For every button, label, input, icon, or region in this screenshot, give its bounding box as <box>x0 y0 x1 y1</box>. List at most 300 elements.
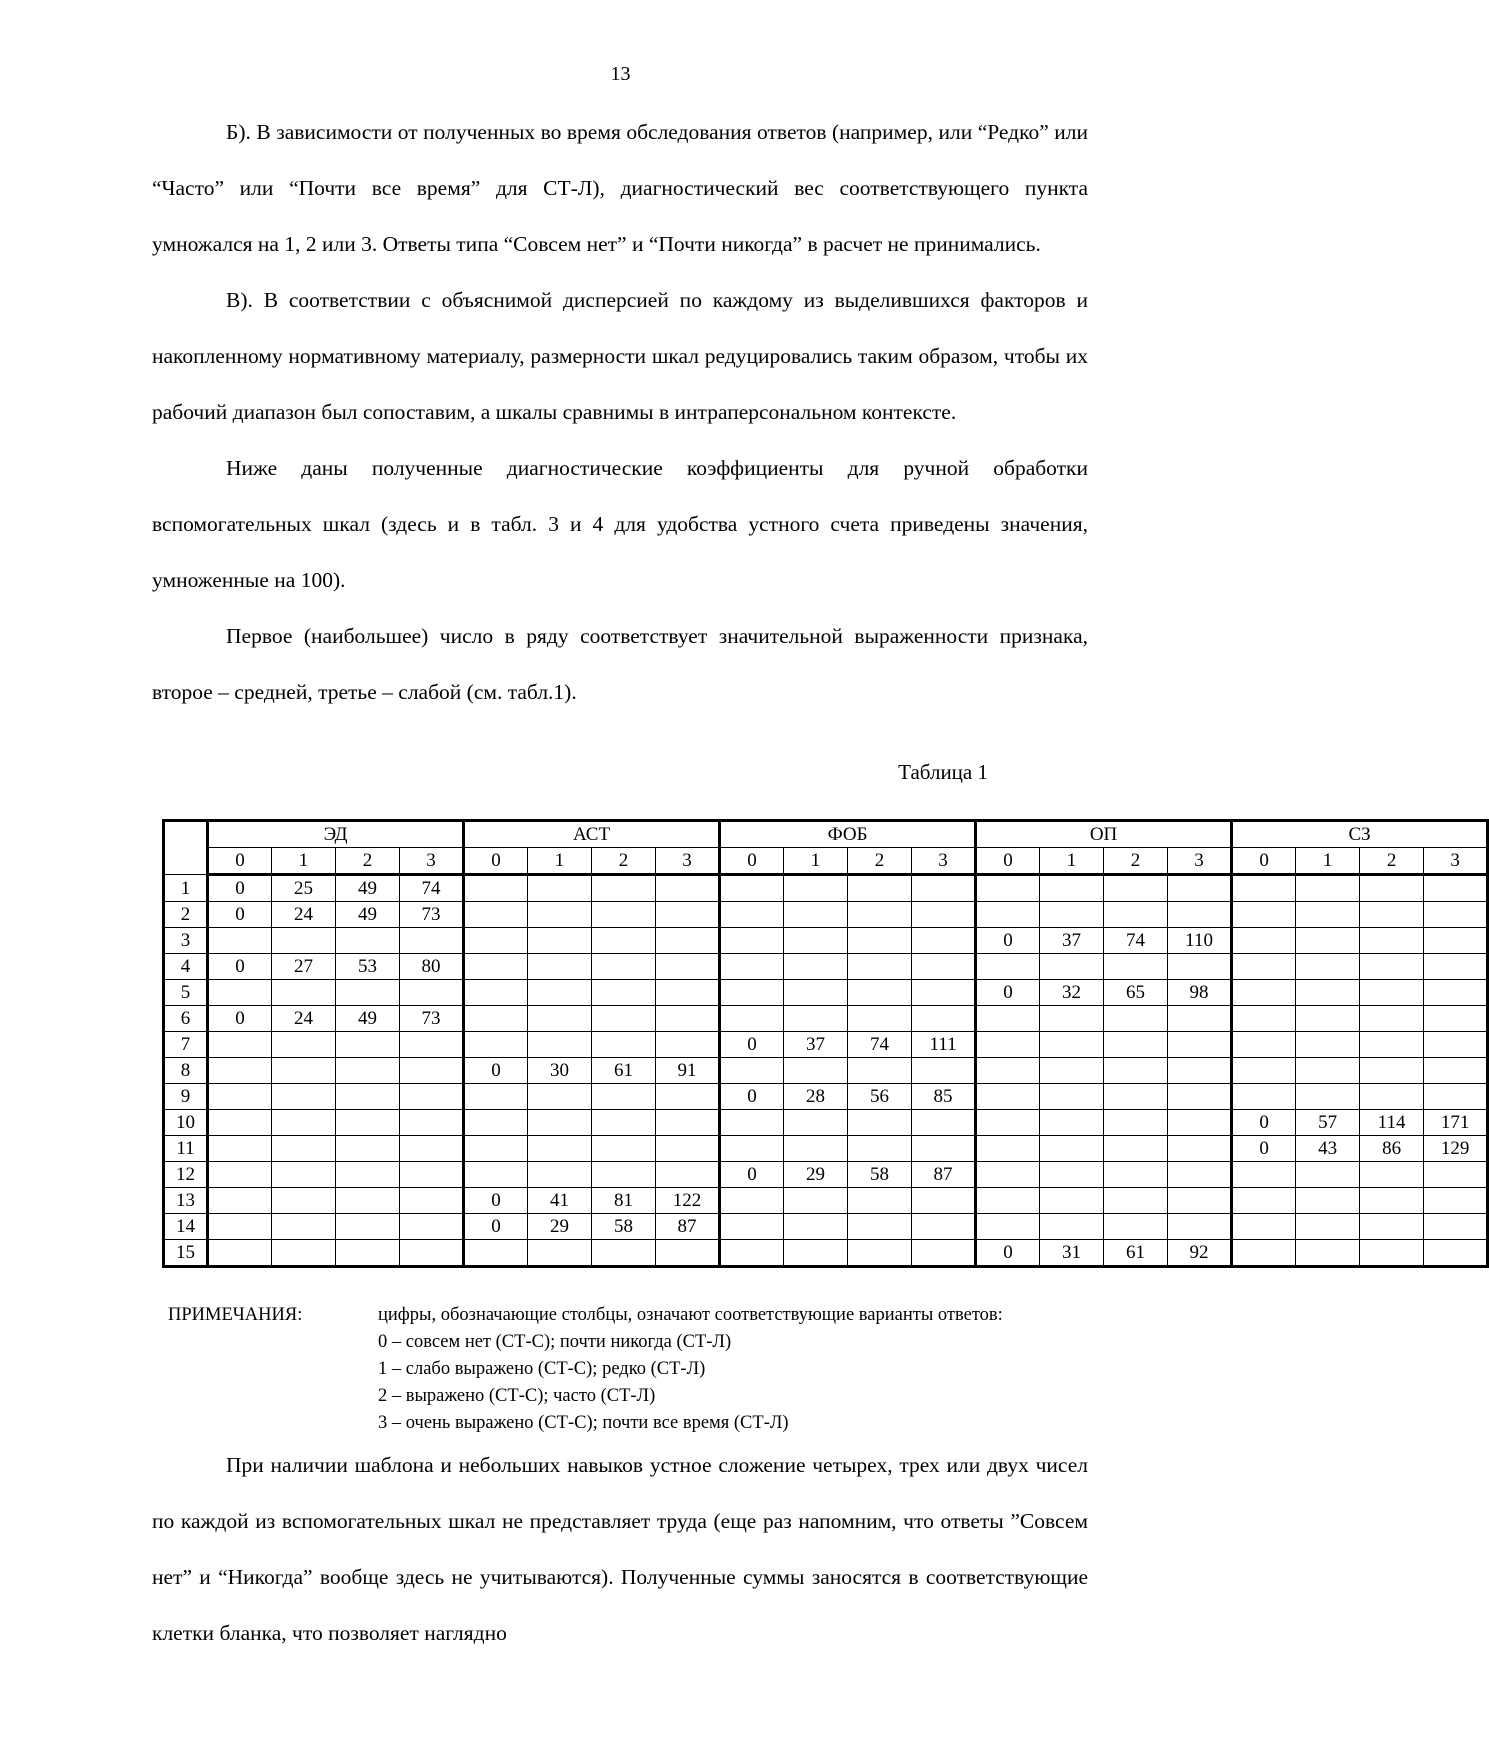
cell-sz-1 <box>1296 980 1360 1006</box>
cell-sz-3 <box>1424 1058 1488 1084</box>
cell-ast-0 <box>464 1110 528 1136</box>
cell-ast-3 <box>656 954 720 980</box>
cell-ed-3 <box>400 1240 464 1267</box>
cell-ed-1 <box>272 1136 336 1162</box>
cell-ed-0: 0 <box>208 902 272 928</box>
cell-ed-3: 73 <box>400 902 464 928</box>
cell-sz-2 <box>1360 980 1424 1006</box>
cell-sz-3 <box>1424 1188 1488 1214</box>
cell-sz-1 <box>1296 1084 1360 1110</box>
cell-ed-0: 0 <box>208 875 272 902</box>
cell-fob-1 <box>784 1188 848 1214</box>
table-row <box>164 954 1488 980</box>
cell-ast-1 <box>528 1240 592 1267</box>
subheader-sz-3: 3 <box>1424 848 1488 875</box>
cell-ed-0 <box>208 1240 272 1267</box>
notes-line: 1 – слабо выражено (СТ-С); редко (СТ-Л) <box>378 1359 706 1379</box>
cell-fob-3 <box>912 1188 976 1214</box>
cell-fob-1 <box>784 1240 848 1267</box>
subheader-ed-3: 3 <box>400 848 464 875</box>
cell-sz-1 <box>1296 1058 1360 1084</box>
cell-fob-1 <box>784 1214 848 1240</box>
cell-ast-2 <box>592 1162 656 1188</box>
row-index-cell: 12 <box>164 1162 208 1188</box>
cell-op-1 <box>1040 1136 1104 1162</box>
cell-op-2 <box>1104 954 1168 980</box>
cell-fob-0 <box>720 902 784 928</box>
cell-sz-1 <box>1296 1162 1360 1188</box>
cell-fob-2 <box>848 1110 912 1136</box>
cell-fob-2 <box>848 1058 912 1084</box>
cell-op-0: 0 <box>976 1240 1040 1267</box>
cell-ast-2 <box>592 1084 656 1110</box>
cell-ed-0 <box>208 1136 272 1162</box>
cell-sz-2: 114 <box>1360 1110 1424 1136</box>
cell-ast-2 <box>592 1240 656 1267</box>
cell-ast-0 <box>464 954 528 980</box>
cell-fob-2 <box>848 980 912 1006</box>
cell-op-0 <box>976 1214 1040 1240</box>
notes-block <box>168 1302 1088 1437</box>
cell-ast-2 <box>592 1136 656 1162</box>
cell-ed-3 <box>400 1032 464 1058</box>
cell-ed-0 <box>208 1032 272 1058</box>
cell-ed-2 <box>336 1084 400 1110</box>
cell-sz-3 <box>1424 902 1488 928</box>
cell-ast-0 <box>464 902 528 928</box>
cell-ast-0 <box>464 1240 528 1267</box>
cell-fob-0 <box>720 875 784 902</box>
subheader-op-1: 1 <box>1040 848 1104 875</box>
table-row <box>164 1214 1488 1240</box>
cell-op-0 <box>976 1136 1040 1162</box>
cell-ast-0: 0 <box>464 1058 528 1084</box>
row-index-cell: 10 <box>164 1110 208 1136</box>
cell-fob-1 <box>784 980 848 1006</box>
cell-ast-1 <box>528 928 592 954</box>
cell-ast-1 <box>528 875 592 902</box>
cell-op-0 <box>976 1058 1040 1084</box>
cell-op-1 <box>1040 954 1104 980</box>
cell-ed-1: 24 <box>272 902 336 928</box>
cell-op-3 <box>1168 1032 1232 1058</box>
cell-ast-2 <box>592 1110 656 1136</box>
cell-op-2 <box>1104 875 1168 902</box>
cell-op-2 <box>1104 1006 1168 1032</box>
cell-op-2: 61 <box>1104 1240 1168 1267</box>
cell-sz-2 <box>1360 1084 1424 1110</box>
cell-ed-3 <box>400 1058 464 1084</box>
subheader-ast-3: 3 <box>656 848 720 875</box>
cell-op-3: 92 <box>1168 1240 1232 1267</box>
group-header-op: ОП <box>976 821 1232 848</box>
subheader-fob-1: 1 <box>784 848 848 875</box>
notes-line: 2 – выражено (СТ-С); часто (СТ-Л) <box>378 1386 656 1406</box>
cell-ed-3 <box>400 1084 464 1110</box>
cell-ast-1 <box>528 1006 592 1032</box>
cell-fob-0: 0 <box>720 1084 784 1110</box>
cell-op-0: 0 <box>976 928 1040 954</box>
cell-sz-3 <box>1424 1240 1488 1267</box>
subheader-ed-1: 1 <box>272 848 336 875</box>
paragraph-first-number: Первое (наибольшее) число в ряду соответствует значительной выраженности признака, второе – средней, третье – слабой (см. табл.1). <box>152 624 1088 704</box>
cell-ast-0 <box>464 980 528 1006</box>
cell-fob-3: 111 <box>912 1032 976 1058</box>
cell-sz-0 <box>1232 980 1296 1006</box>
cell-ast-3: 91 <box>656 1058 720 1084</box>
cell-ed-1 <box>272 1032 336 1058</box>
cell-ast-3 <box>656 1006 720 1032</box>
cell-ast-2 <box>592 928 656 954</box>
cell-sz-2 <box>1360 875 1424 902</box>
cell-fob-1 <box>784 875 848 902</box>
cell-sz-3 <box>1424 954 1488 980</box>
cell-fob-3 <box>912 954 976 980</box>
cell-op-2 <box>1104 1084 1168 1110</box>
cell-ed-1 <box>272 1058 336 1084</box>
cell-fob-0 <box>720 928 784 954</box>
table-row <box>164 1136 1488 1162</box>
cell-op-3 <box>1168 1136 1232 1162</box>
table-subheader-row <box>164 848 1488 875</box>
cell-sz-3 <box>1424 1214 1488 1240</box>
cell-sz-0 <box>1232 875 1296 902</box>
cell-fob-3 <box>912 1110 976 1136</box>
cell-sz-1: 43 <box>1296 1136 1360 1162</box>
cell-op-1 <box>1040 1110 1104 1136</box>
cell-ast-3 <box>656 902 720 928</box>
cell-op-2 <box>1104 1162 1168 1188</box>
cell-ast-3 <box>656 1136 720 1162</box>
cell-fob-2: 56 <box>848 1084 912 1110</box>
table-row <box>164 1032 1488 1058</box>
cell-sz-1 <box>1296 928 1360 954</box>
cell-sz-2 <box>1360 902 1424 928</box>
cell-fob-3 <box>912 1136 976 1162</box>
cell-op-1 <box>1040 875 1104 902</box>
group-header-ed: ЭД <box>208 821 464 848</box>
cell-sz-1 <box>1296 1214 1360 1240</box>
cell-ast-2 <box>592 875 656 902</box>
cell-op-2 <box>1104 1032 1168 1058</box>
cell-ed-2 <box>336 980 400 1006</box>
cell-ed-1 <box>272 928 336 954</box>
cell-fob-2: 58 <box>848 1162 912 1188</box>
cell-sz-1 <box>1296 902 1360 928</box>
cell-fob-1 <box>784 954 848 980</box>
cell-fob-2 <box>848 954 912 980</box>
cell-ed-2 <box>336 1110 400 1136</box>
cell-op-2: 65 <box>1104 980 1168 1006</box>
cell-sz-0 <box>1232 1032 1296 1058</box>
cell-ed-0: 0 <box>208 954 272 980</box>
cell-op-0 <box>976 875 1040 902</box>
cell-fob-0 <box>720 1214 784 1240</box>
cell-ast-0 <box>464 1006 528 1032</box>
cell-ast-3 <box>656 1032 720 1058</box>
row-index-cell: 2 <box>164 902 208 928</box>
row-index-cell: 15 <box>164 1240 208 1267</box>
cell-ast-3 <box>656 928 720 954</box>
cell-ed-2 <box>336 1136 400 1162</box>
cell-ed-2: 49 <box>336 1006 400 1032</box>
cell-ed-0 <box>208 1058 272 1084</box>
cell-op-3 <box>1168 1110 1232 1136</box>
cell-op-3 <box>1168 902 1232 928</box>
row-index-cell: 3 <box>164 928 208 954</box>
cell-fob-0 <box>720 1240 784 1267</box>
cell-sz-3: 129 <box>1424 1136 1488 1162</box>
subheader-fob-2: 2 <box>848 848 912 875</box>
cell-ed-3 <box>400 1136 464 1162</box>
cell-ed-0 <box>208 1214 272 1240</box>
cell-fob-2 <box>848 875 912 902</box>
subheader-ast-0: 0 <box>464 848 528 875</box>
cell-op-1: 32 <box>1040 980 1104 1006</box>
cell-ed-2 <box>336 1188 400 1214</box>
cell-fob-0 <box>720 1136 784 1162</box>
cell-ed-3: 80 <box>400 954 464 980</box>
document-body <box>152 104 1470 1661</box>
cell-ast-3: 87 <box>656 1214 720 1240</box>
cell-ast-2 <box>592 1032 656 1058</box>
paragraph-v: В). В соответствии с объяснимой дисперсией по каждому из выделившихся факторов и накопленному нормативному материалу, размерности шкал редуцировались таким образом, чтобы их рабочий диапазон был сопоставим, а шкалы сравнимы в интраперсональном контексте. <box>152 288 1088 424</box>
notes-line: 0 – совсем нет (СТ-С); почти никогда (СТ-Л) <box>378 1332 732 1352</box>
cell-op-0 <box>976 902 1040 928</box>
paragraph-coefficients: Ниже даны полученные диагностические коэффициенты для ручной обработки вспомогательных шкал (здесь и в табл. 3 и 4 для удобства устного счета приведены значения, умноженные на 100). <box>152 456 1088 592</box>
cell-ast-1 <box>528 980 592 1006</box>
cell-ed-3 <box>400 1110 464 1136</box>
cell-sz-2: 86 <box>1360 1136 1424 1162</box>
cell-op-0 <box>976 1084 1040 1110</box>
group-header-ast: АСТ <box>464 821 720 848</box>
cell-ed-1: 24 <box>272 1006 336 1032</box>
row-index-cell: 5 <box>164 980 208 1006</box>
cell-fob-3: 85 <box>912 1084 976 1110</box>
group-header-fob: ФОБ <box>720 821 976 848</box>
cell-op-1: 31 <box>1040 1240 1104 1267</box>
subheader-op-2: 2 <box>1104 848 1168 875</box>
cell-op-3 <box>1168 954 1232 980</box>
cell-sz-0 <box>1232 1084 1296 1110</box>
cell-ed-3 <box>400 1188 464 1214</box>
table-row <box>164 928 1488 954</box>
cell-op-0: 0 <box>976 980 1040 1006</box>
cell-ed-2 <box>336 1214 400 1240</box>
subheader-ast-2: 2 <box>592 848 656 875</box>
cell-op-3 <box>1168 1058 1232 1084</box>
table-row <box>164 1240 1488 1267</box>
cell-sz-3: 171 <box>1424 1110 1488 1136</box>
cell-ast-2 <box>592 1006 656 1032</box>
cell-ast-3 <box>656 1240 720 1267</box>
cell-fob-0: 0 <box>720 1032 784 1058</box>
coefficients-table <box>162 819 1489 1268</box>
paragraph-tail: При наличии шаблона и небольших навыков устное сложение четырех, трех или двух чисел по каждой из вспомогательных шкал не представляет труда (еще раз напомним, что ответы ”Совсем нет” и “Никогда” вообще здесь не учитываются). Полученные суммы заносятся в соответствующие клетки бланка, что позволяет наглядно <box>152 1453 1088 1645</box>
cell-sz-0 <box>1232 928 1296 954</box>
notes-lines <box>378 1302 1088 1437</box>
cell-op-2 <box>1104 1214 1168 1240</box>
cell-ed-0 <box>208 1162 272 1188</box>
cell-fob-2: 74 <box>848 1032 912 1058</box>
cell-fob-0 <box>720 1058 784 1084</box>
cell-ast-1 <box>528 954 592 980</box>
cell-ed-0 <box>208 1084 272 1110</box>
cell-sz-2 <box>1360 1162 1424 1188</box>
cell-sz-3 <box>1424 1084 1488 1110</box>
cell-fob-3 <box>912 980 976 1006</box>
cell-ed-1 <box>272 980 336 1006</box>
cell-ed-1: 25 <box>272 875 336 902</box>
cell-ast-1 <box>528 1136 592 1162</box>
cell-ed-2 <box>336 1240 400 1267</box>
cell-sz-1 <box>1296 1188 1360 1214</box>
table-row <box>164 875 1488 902</box>
cell-ed-1 <box>272 1084 336 1110</box>
cell-fob-3 <box>912 902 976 928</box>
cell-ast-3 <box>656 1110 720 1136</box>
cell-sz-2 <box>1360 1006 1424 1032</box>
cell-sz-0 <box>1232 902 1296 928</box>
cell-ed-3 <box>400 928 464 954</box>
cell-op-3 <box>1168 875 1232 902</box>
cell-op-1 <box>1040 1214 1104 1240</box>
cell-sz-0 <box>1232 954 1296 980</box>
cell-sz-2 <box>1360 954 1424 980</box>
group-header-sz: СЗ <box>1232 821 1488 848</box>
cell-ed-1 <box>272 1240 336 1267</box>
cell-sz-3 <box>1424 928 1488 954</box>
cell-op-1 <box>1040 902 1104 928</box>
cell-ed-3 <box>400 1162 464 1188</box>
cell-ast-0 <box>464 875 528 902</box>
subheader-fob-0: 0 <box>720 848 784 875</box>
cell-ed-2 <box>336 1162 400 1188</box>
cell-op-3 <box>1168 1006 1232 1032</box>
cell-sz-0: 0 <box>1232 1136 1296 1162</box>
cell-ast-0: 0 <box>464 1188 528 1214</box>
cell-ast-0 <box>464 928 528 954</box>
notes-line: цифры, обозначающие столбцы, означают соответствующие варианты ответов: <box>378 1305 1003 1325</box>
cell-ast-0 <box>464 1162 528 1188</box>
cell-ast-1 <box>528 1032 592 1058</box>
cell-op-2 <box>1104 1188 1168 1214</box>
cell-ed-0 <box>208 1110 272 1136</box>
cell-op-0 <box>976 1188 1040 1214</box>
cell-op-1 <box>1040 1006 1104 1032</box>
cell-sz-0 <box>1232 1006 1296 1032</box>
row-index-cell: 14 <box>164 1214 208 1240</box>
subheader-op-0: 0 <box>976 848 1040 875</box>
cell-fob-3 <box>912 1214 976 1240</box>
cell-op-3: 98 <box>1168 980 1232 1006</box>
cell-sz-2 <box>1360 928 1424 954</box>
cell-ed-2: 53 <box>336 954 400 980</box>
subheader-sz-0: 0 <box>1232 848 1296 875</box>
table-row <box>164 1162 1488 1188</box>
cell-fob-2 <box>848 1188 912 1214</box>
row-index-cell: 7 <box>164 1032 208 1058</box>
cell-fob-3: 87 <box>912 1162 976 1188</box>
cell-ed-3 <box>400 980 464 1006</box>
cell-sz-1 <box>1296 1032 1360 1058</box>
cell-ast-0 <box>464 1136 528 1162</box>
cell-sz-2 <box>1360 1032 1424 1058</box>
cell-ed-2: 49 <box>336 902 400 928</box>
subheader-ast-1: 1 <box>528 848 592 875</box>
cell-ast-1: 41 <box>528 1188 592 1214</box>
cell-ast-1 <box>528 1162 592 1188</box>
row-index-cell: 9 <box>164 1084 208 1110</box>
cell-fob-1 <box>784 1136 848 1162</box>
cell-sz-2 <box>1360 1188 1424 1214</box>
table-row <box>164 1084 1488 1110</box>
cell-ast-2: 81 <box>592 1188 656 1214</box>
cell-ast-1 <box>528 1084 592 1110</box>
cell-ast-1: 29 <box>528 1214 592 1240</box>
cell-sz-1 <box>1296 1240 1360 1267</box>
cell-fob-1 <box>784 1006 848 1032</box>
cell-fob-3 <box>912 1058 976 1084</box>
cell-ast-3 <box>656 980 720 1006</box>
cell-fob-1: 28 <box>784 1084 848 1110</box>
table-group-header-row <box>164 821 1488 848</box>
cell-ed-1: 27 <box>272 954 336 980</box>
subheader-op-3: 3 <box>1168 848 1232 875</box>
cell-fob-0 <box>720 980 784 1006</box>
cell-sz-1 <box>1296 1006 1360 1032</box>
row-index-cell: 13 <box>164 1188 208 1214</box>
subheader-sz-2: 2 <box>1360 848 1424 875</box>
cell-ed-3: 73 <box>400 1006 464 1032</box>
cell-op-0 <box>976 1006 1040 1032</box>
table-row <box>164 980 1488 1006</box>
table-row <box>164 1058 1488 1084</box>
cell-fob-3 <box>912 928 976 954</box>
cell-sz-1: 57 <box>1296 1110 1360 1136</box>
cell-fob-1 <box>784 902 848 928</box>
cell-op-3 <box>1168 1084 1232 1110</box>
subheader-sz-1: 1 <box>1296 848 1360 875</box>
cell-sz-3 <box>1424 1032 1488 1058</box>
cell-op-3 <box>1168 1188 1232 1214</box>
cell-fob-3 <box>912 1240 976 1267</box>
cell-op-1: 37 <box>1040 928 1104 954</box>
cell-ed-0 <box>208 928 272 954</box>
cell-ast-1 <box>528 1110 592 1136</box>
cell-op-1 <box>1040 1032 1104 1058</box>
cell-ed-2 <box>336 928 400 954</box>
cell-fob-0 <box>720 1110 784 1136</box>
subheader-fob-3: 3 <box>912 848 976 875</box>
cell-sz-2 <box>1360 1214 1424 1240</box>
cell-op-0 <box>976 1032 1040 1058</box>
notes-label: ПРИМЕЧАНИЯ: <box>168 1305 303 1325</box>
cell-ast-3 <box>656 1084 720 1110</box>
cell-ast-1 <box>528 902 592 928</box>
cell-ast-0 <box>464 1032 528 1058</box>
cell-sz-0 <box>1232 1058 1296 1084</box>
cell-sz-1 <box>1296 954 1360 980</box>
cell-sz-2 <box>1360 1240 1424 1267</box>
row-index-cell: 1 <box>164 875 208 902</box>
cell-ed-3: 74 <box>400 875 464 902</box>
cell-op-3: 110 <box>1168 928 1232 954</box>
cell-ed-1 <box>272 1188 336 1214</box>
row-index-cell: 4 <box>164 954 208 980</box>
cell-fob-1 <box>784 1110 848 1136</box>
cell-sz-1 <box>1296 875 1360 902</box>
